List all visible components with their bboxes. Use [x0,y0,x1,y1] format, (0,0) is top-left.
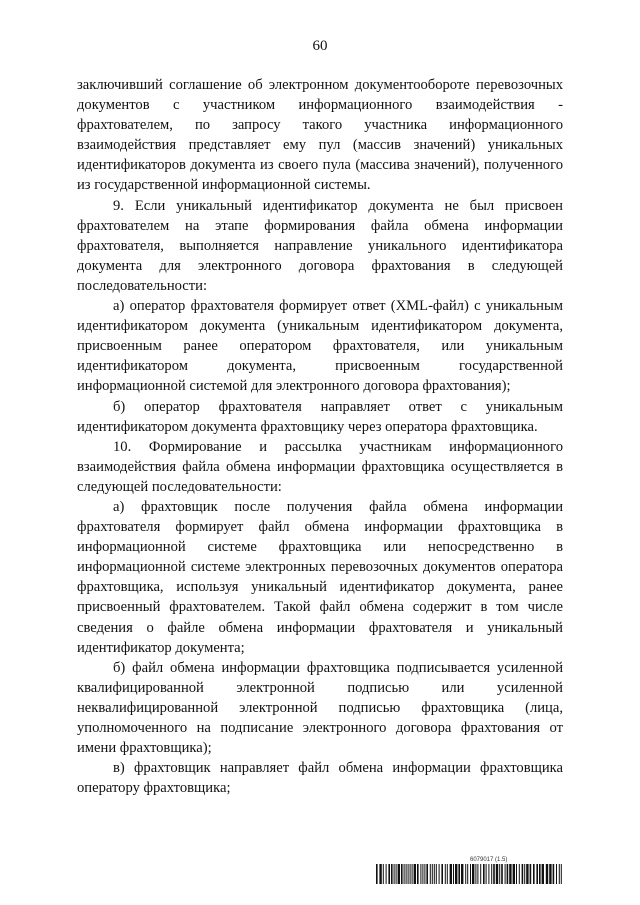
paragraph-item-9: 9. Если уникальный идентификатор документа не был присвоен фрахтователем на этапе формирования файла обмена информации фрахтователя, выполняется направление уникального идентификатора документа для электронного договора фрахтования в следующей последовательности: [77,197,563,294]
paragraph-item-10a: а) фрахтовщик после получения файла обмена информации фрахтователя формирует файл обмена информации фрахтовщика в информационной системе фрахтовщика или непосредственно в информационной системе электронных перевозочных документов оператора фрахтовщика, используя уникальный идентификатор документа, ранее присвоенный фрахтователем. Такой файл обмена содержит в том числе сведения о файле обмена информации фрахтователя и уникальный идентификатор документа; [77,498,563,656]
barcode-bar [501,864,503,884]
barcode-bar [522,864,524,884]
barcode-bar [465,864,466,884]
barcode-bar [455,864,457,884]
barcode-bar [507,864,509,884]
barcode-bar [516,864,517,884]
barcode-bar [436,864,437,884]
barcode-bar [491,864,492,884]
paragraph-item-9b: б) оператор фрахтователя направляет ответ с уникальным идентификатором документа фрахтовщику через оператора фрахтовщика. [77,398,563,435]
barcode-bar [509,864,511,884]
barcode-bar [519,864,520,884]
barcode-bar [420,864,421,884]
barcode-bar [410,864,411,884]
barcode-bar [386,864,387,884]
barcode-bar [412,864,413,884]
document-body [77,75,563,798]
barcode-bar [424,864,425,884]
barcode-bar [379,864,381,884]
barcode-bar [404,864,405,884]
barcode-bar [450,864,452,884]
barcode-bar [536,864,538,884]
barcode-bar [499,864,500,884]
barcode-bar [414,864,416,884]
barcode-bar [505,864,506,884]
barcode-bar [434,864,435,884]
page-number: 60 [312,38,328,54]
barcode-bar [559,864,560,884]
barcode-bar [549,864,551,884]
document-code: 6079017 (1.5) [470,857,508,863]
barcode-bar [488,864,489,884]
barcode-bar [461,864,463,884]
barcode-bar [439,864,440,884]
barcode-bar [486,864,487,884]
barcode-bar [480,864,481,884]
barcode-bar [470,864,471,884]
paragraph-item-10: 10. Формирование и рассылка участникам информационного взаимодействия файла обмена информации фрахтовщика осуществляется в следующей последовательности: [77,438,563,495]
barcode-bar [453,864,454,884]
barcode-bar [417,864,419,884]
barcode-bar [530,864,532,884]
barcode-bar [391,864,393,884]
barcode-bar [394,864,395,884]
barcode-bar [467,864,468,884]
paragraph-item-9a: а) оператор фрахтователя формирует ответ (XML-файл) с уникальным идентификатором документа (уникальным идентификатором документа, присвоенным ранее оператором фрахтователя, или уникальным идентификатором документа, присвоенным государственной информационной системой для электронного договора фрахтования); [77,298,563,395]
paragraph-continuation: заключивший соглашение об электронном документообороте перевозочных документов с участником информационного взаимодействия - фрахтователем, по запросу такого участника информационного взаимодействия представляет ему пул (массив значений) уникальных идентификаторов документа из своего пула (массива значений), полученного из государственной информационной системы. [77,77,563,194]
barcode-bar [496,864,498,884]
paragraph-item-10c: в) фрахтовщик направляет файл обмена информации фрахтовщика оператору фрахтовщика; [77,760,563,797]
barcode-bar [398,864,400,884]
barcode-bar [556,864,557,884]
barcode-bar [396,864,397,884]
barcode-bar [561,864,562,884]
barcode-bar [477,864,478,884]
barcode-bar [483,864,485,884]
barcode-bar [542,864,544,884]
barcode-bar [553,864,555,884]
barcode-bar [388,864,390,884]
barcode-bar [493,864,495,884]
barcode-bar [533,864,535,884]
barcode-bar [526,864,528,884]
barcode-bar [513,864,515,884]
barcode-bar [524,864,525,884]
barcode-bar [383,864,384,884]
barcode-bar [430,864,431,884]
barcode-bar [539,864,541,884]
barcode-bar [546,864,548,884]
barcode-bar [376,864,378,884]
barcode-image [376,864,562,884]
barcode-bar [441,864,443,884]
barcode-bar [472,864,474,884]
barcode-bar [447,864,448,884]
barcode-bar [432,864,433,884]
barcode-bar [408,864,409,884]
barcode-bar [426,864,428,884]
barcode-bar [458,864,460,884]
barcode-bar [445,864,446,884]
paragraph-item-10b: б) файл обмена информации фрахтовщика подписывается усиленной квалифицированной электронной подписью или усиленной неквалифицированной электронной подписью фрахтовщика (лица, уполномоченного на подписание электронного договора фрахтования от имени фрахтовщика); [77,659,563,757]
barcode-bar [406,864,407,884]
barcode-bar [401,864,403,884]
barcode-bar [422,864,423,884]
barcode-bar [475,864,476,884]
